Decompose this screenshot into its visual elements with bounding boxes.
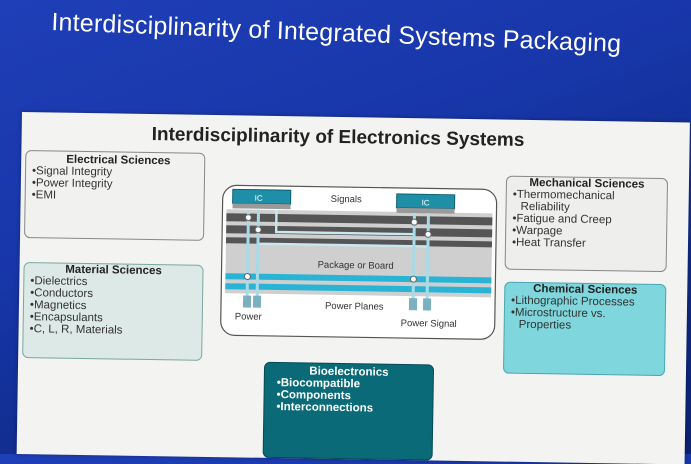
package-diagram: [216, 183, 500, 343]
via-pad: [411, 219, 417, 225]
bioelectronics-box: [263, 362, 434, 461]
list-item: • Magnetics: [30, 299, 202, 314]
via-pad: [410, 276, 416, 282]
package-label: Package or Board: [317, 259, 394, 272]
signal-terminal: [409, 298, 417, 310]
material-sciences-title: Material Sciences: [65, 263, 162, 278]
mechanical-sciences-box: [505, 176, 668, 273]
slide-title: Interdisciplinarity of Integrated Systems Packaging: [50, 8, 622, 58]
signal-via: [427, 214, 428, 304]
signals-label: Signals: [330, 193, 362, 206]
list-item: • EMI: [32, 189, 204, 204]
power-terminal: [243, 295, 251, 307]
list-item: • Warpage: [512, 225, 666, 239]
list-item: • Biocompatible: [277, 377, 433, 391]
chemical-sciences-title: Chemical Sciences: [533, 283, 638, 297]
ic-label-right: IC: [421, 198, 430, 208]
electrical-sciences-title: Electrical Sciences: [66, 153, 171, 168]
material-sciences-box: [22, 262, 203, 361]
list-item: • Signal Integrity: [32, 165, 204, 180]
list-item: • Thermomechanical: [513, 189, 667, 203]
ic-label-left: IC: [254, 193, 263, 203]
list-item: • Conductors: [30, 287, 202, 302]
ic-bumps: [396, 208, 454, 214]
signal-via: [413, 214, 414, 304]
list-item: • Components: [276, 389, 432, 403]
via-pad: [244, 274, 250, 280]
power-label: Power: [234, 311, 262, 323]
via-pad: [245, 215, 251, 221]
ic-bumps: [233, 203, 291, 209]
list-item: • Dielectrics: [30, 275, 202, 290]
power-via: [247, 210, 248, 302]
panel-title: Interdisciplinarity of Electronics Systems: [151, 124, 525, 151]
via-pad: [255, 227, 261, 233]
via-pad: [425, 231, 431, 237]
mechanical-sciences-title: Mechanical Sciences: [529, 176, 645, 191]
list-item: • Heat Transfer: [512, 237, 666, 251]
list-item: • Fatigue and Creep: [512, 213, 666, 227]
list-item: Properties: [518, 318, 572, 332]
list-item: • C, L, R, Materials: [29, 323, 201, 338]
power-via: [257, 210, 258, 302]
bioelectronics-title: Bioelectronics: [309, 365, 389, 379]
content-panel: [17, 112, 690, 464]
signal-terminal: [423, 298, 431, 310]
list-item: Reliability: [520, 200, 570, 214]
list-item: • Microstructure vs.: [511, 307, 665, 321]
list-item: • Encapsulants: [30, 311, 202, 326]
power-signal-label: Power Signal: [400, 317, 457, 330]
list-item: • Lithographic Processes: [511, 295, 665, 309]
electrical-sciences-box: [24, 150, 205, 241]
list-item: • Interconnections: [276, 401, 432, 415]
list-item: • Power Integrity: [32, 177, 204, 192]
power-terminal: [253, 296, 261, 308]
chemical-sciences-box: [503, 282, 666, 377]
power-planes-label: Power Planes: [324, 300, 384, 313]
